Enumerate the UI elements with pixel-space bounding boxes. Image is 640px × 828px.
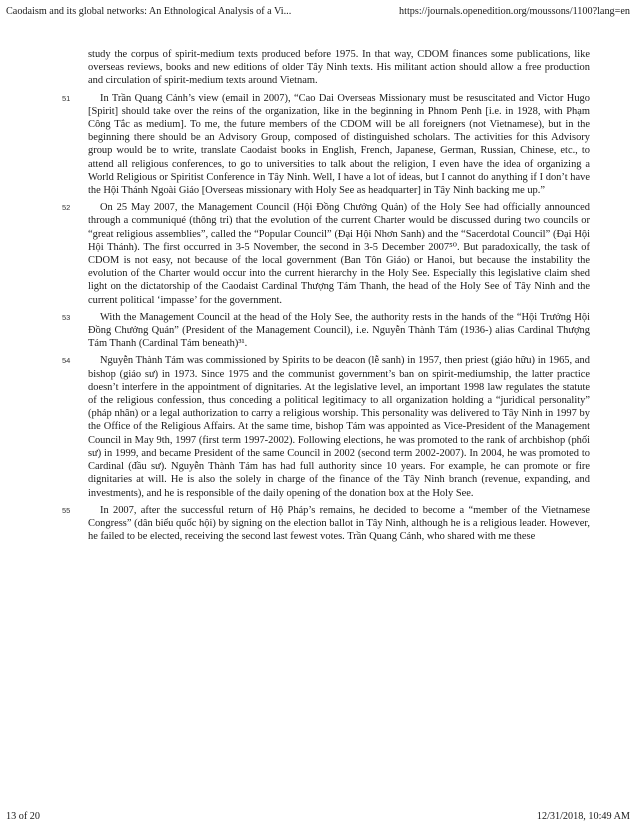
paragraph-number: 53 <box>62 312 71 322</box>
paragraph-51 <box>62 92 590 198</box>
article-body <box>62 48 590 547</box>
paragraph-text: On 25 May 2007, the Management Council (Hội Đồng Chưởng Quản) of the Holy See had officially announced through a communiqué (thông tri) that the evolution of the current Charter would be discussed during two councils or “great religious assemblies”, called the “Popular Council” (Đại Hội Nhơn Sanh) and the “Sacerdotal Council” (Đại Hội Hội Thánh). The first occurred in 3-5 November, the second in 3-5 December 2007⁵⁰. But paradoxically, the task of CDOM is not easy, not because of the local government (Ban Tôn Giáo) or Hanoi, but because the instability the evolution of the Charter would occur into the current hierarchy in the Holy See. Especially this legislative claim shed light on the dictatorship of the Caodaist Cardinal Thượng Tám Thanh, the head of the Holy See of Tây Ninh and the current political ‘impasse’ for the government. <box>88 202 590 306</box>
paragraph-number: 52 <box>62 203 71 213</box>
print-datetime: 12/31/2018, 10:49 AM <box>536 811 630 822</box>
paragraph-text: In 2007, after the successful return of Hộ Pháp’s remains, he decided to become a “member of the Vietnamese Congress” (dân biểu quốc hội) by signing on the election ballot in Tây Ninh, although he is a religious leader. However, he failed to be elected, receiving the second last fewest votes. Trần Quang Cảnh, who shared with me these <box>88 504 590 543</box>
paragraph <box>88 48 590 88</box>
page-counter: 13 of 20 <box>6 811 40 822</box>
paragraph-53 <box>62 311 590 351</box>
paragraph-54 <box>62 354 590 499</box>
paragraph-text: In Trần Quang Cảnh’s view (email in 2007), “Cao Dai Overseas Missionary must be resuscitated and Victor Hugo [Spirit] should take over the reins of the organization, like in the beginning in Phnom Penh [i.e. in 1928, with Phạm Công Tắc as medium]. To me, the future members of the CDOM will be all foreigners (not Vietnamese), but in the beginning there should be an Advisory Group, composed of distinguished scholars. The activities for this Advisory group would be to write, translate Caodaist books in English, French, Japanese, German, Russian, Chinese, etc., to attend all religious conferences, to go to universities to talk about the religion, I even have the idea of organizing a World Religious or Spiritist Conference in Tây Ninh. Well, I have a lot of ideas, but I cannot do anything if I don’t have the Hội Thánh Ngoài Giáo [Overseas missionary with Holy See as headquarter] in Tây Ninh backing me up.” <box>88 92 590 197</box>
paragraph-text: Nguyễn Thành Tám was commissioned by Spirits to be deacon (lễ sanh) in 1957, then priest (giáo hữu) in 1965, and bishop (giáo sư) in 1973. Since 1975 and the communist government’s ban on spirit-mediumship, the latter practice doesn’t interfere in the appointment of dignitaries. At the legislative level, an important 1998 law regulates the statute of the religious confession, thus conceding a political legitimacy to all organization holding a “juridical personality” (pháp nhân) or a legal authorization to carry a religious worship. This personality was delivered to Tây Ninh in 1997 by the Office of the Religious Affairs. At the same time, bishop Tám was appointed as Vice-President of the Management Council in May 9th, 1997 (first term 1997-2002). Following elections, he was promoted to the rank of archbishop (phối sư) in 1999, and became President of the same Council in 2002 (second term 2002-2007). In 2004, he was promoted to Cardinal (đầu sư). Nguyễn Thành Tám has had full authority since 10 years. For example, he can promote or fire dignitaries at will. He is also the solely in charge of the finance of the Tây Ninh branch (revenue, expanding, and investments), and he is responsible of the daily opening of the donation box at the Holy See. <box>88 355 590 499</box>
paragraph-text: With the Management Council at the head of the Holy See, the authority rests in the hands of the “Hội Trưởng Hội Đồng Chưởng Quản” (President of the Management Council), i.e. Nguyễn Thành Tám (1936-) alias Cardinal Thượng Tám Thanh (Cardinal Tám beneath)³¹. <box>88 311 590 350</box>
paragraph-number: 54 <box>62 356 71 366</box>
paragraph-number: 55 <box>62 505 71 515</box>
paragraph-55 <box>62 504 590 544</box>
paragraph-52 <box>62 201 590 307</box>
paragraph-number: 51 <box>62 93 71 103</box>
page-url: https://journals.openedition.org/moussons/1100?lang=en <box>399 6 630 17</box>
document-title: Caodaism and its global networks: An Ethnological Analysis of a Vi... <box>6 6 292 17</box>
paragraph-text: study the corpus of spirit-medium texts produced before 1975. In that way, CDOM finances some publications, like overseas reviews, books and new editions of older Tây Ninh texts. His militant action should allow a free production and circulation of spirit-medium texts around Vietnam. <box>88 49 590 87</box>
